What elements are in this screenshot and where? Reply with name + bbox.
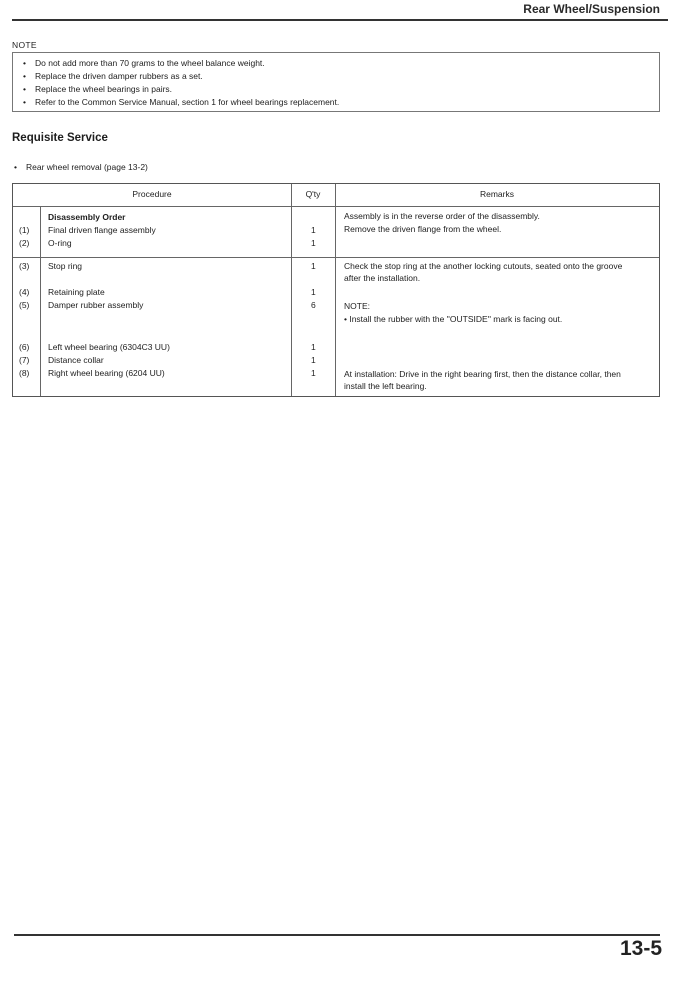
remark-driven-flange: Remove the driven flange from the wheel. bbox=[344, 224, 502, 234]
header-remarks: Remarks bbox=[479, 189, 514, 199]
remark-assembly: Assembly is in the reverse order of the disassembly. bbox=[344, 211, 540, 221]
header-rule bbox=[12, 19, 668, 21]
note-item: • Replace the driven damper rubbers as a set. bbox=[21, 70, 651, 83]
row-part-name: Retaining plate bbox=[48, 287, 105, 297]
note-item: • Refer to the Common Service Manual, section 1 for wheel bearings replacement. bbox=[21, 96, 651, 109]
section-title: Rear Wheel/Suspension bbox=[523, 2, 660, 16]
procedure-table bbox=[12, 183, 660, 397]
row-number: (8) bbox=[19, 368, 30, 378]
row-part-name: Stop ring bbox=[48, 261, 83, 271]
row-qty: 1 bbox=[311, 238, 316, 248]
requisite-item: • Rear wheel removal (page 13-2) bbox=[12, 162, 148, 172]
note-box bbox=[12, 52, 660, 112]
row-number: (5) bbox=[19, 300, 30, 310]
row-part-name: O-ring bbox=[48, 238, 72, 248]
row-part-name: Final driven flange assembly bbox=[48, 225, 156, 235]
note-item: • Replace the wheel bearings in pairs. bbox=[21, 83, 651, 96]
row-number: (6) bbox=[19, 342, 30, 352]
table-divider bbox=[40, 206, 41, 396]
requisite-service-title: Requisite Service bbox=[12, 132, 108, 144]
row-part-name: Distance collar bbox=[48, 355, 104, 365]
disassembly-order-heading: Disassembly Order bbox=[48, 212, 126, 222]
note-item: • Do not add more than 70 grams to the wheel balance weight. bbox=[21, 57, 651, 70]
row-part-name: Left wheel bearing (6304C3 UU) bbox=[48, 342, 170, 352]
remark-note-text: • Install the rubber with the ''OUTSIDE'' mark is facing out. bbox=[344, 314, 563, 324]
row-qty: 6 bbox=[311, 300, 316, 310]
row-number: (3) bbox=[19, 261, 30, 271]
row-qty: 1 bbox=[311, 287, 316, 297]
remark-stop-ring: Check the stop ring at the another locking cutouts, seated onto the groove after the installation. bbox=[344, 261, 623, 283]
table-divider bbox=[335, 184, 336, 396]
row-qty: 1 bbox=[311, 368, 316, 378]
row-qty: 1 bbox=[311, 355, 316, 365]
row-part-name: Right wheel bearing (6204 UU) bbox=[48, 368, 165, 378]
page-number: 13-5 bbox=[619, 937, 662, 960]
header-procedure: Procedure bbox=[132, 189, 172, 199]
header-qty: Q'ty bbox=[305, 189, 321, 199]
remark-installation: At installation: Drive in the right bearing first, then the distance collar, then install the left bearing. bbox=[344, 369, 621, 391]
footer-rule bbox=[14, 934, 660, 936]
row-part-name: Damper rubber assembly bbox=[48, 300, 144, 310]
row-number: (1) bbox=[19, 225, 30, 235]
row-number: (2) bbox=[19, 238, 30, 248]
table-divider bbox=[13, 257, 659, 258]
table-divider bbox=[291, 184, 292, 396]
row-qty: 1 bbox=[311, 225, 316, 235]
row-number: (7) bbox=[19, 355, 30, 365]
note-label: NOTE bbox=[12, 40, 37, 50]
row-number: (4) bbox=[19, 287, 30, 297]
remark-note-label: NOTE: bbox=[344, 301, 370, 311]
row-qty: 1 bbox=[311, 342, 316, 352]
row-qty: 1 bbox=[311, 261, 316, 271]
table-divider bbox=[13, 206, 659, 207]
